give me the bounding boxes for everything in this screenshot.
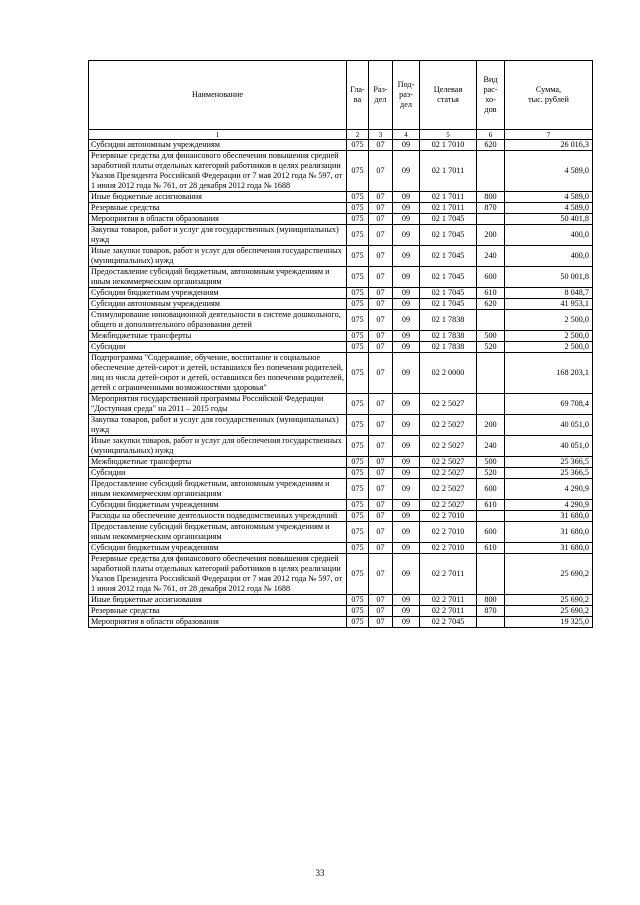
table-row (89, 310, 593, 331)
row-target: 02 1 7011 (420, 192, 477, 203)
row-section: 07 (369, 331, 393, 342)
table-row (89, 554, 593, 595)
row-amount: 25 366,5 (505, 468, 593, 479)
row-amount: 50 401,8 (505, 214, 593, 225)
row-subsection: 09 (393, 595, 420, 606)
table-row (89, 511, 593, 522)
table-row (89, 595, 593, 606)
row-expense-type: 870 (477, 606, 505, 617)
row-section: 07 (369, 500, 393, 511)
row-chapter: 075 (347, 246, 369, 267)
row-expense-type: 240 (477, 436, 505, 457)
row-name: Резервные средства для финансового обеспечения повышения средней заработной платы отдельных категорий работников в целях реализации Указов Президента Российской Федерации от 7 мая 2012 года № 597, от 1 июня 2012 года № 761, от 28 декабря 2012 года № 1688 (89, 151, 347, 192)
header-target: Целевая статья (420, 61, 477, 130)
row-name: Резервные средства (89, 606, 347, 617)
row-name: Субсидии бюджетным учреждениям (89, 288, 347, 299)
row-expense-type: 620 (477, 299, 505, 310)
row-name: Субсидии (89, 468, 347, 479)
row-amount: 25 366,5 (505, 457, 593, 468)
row-amount: 2 500,0 (505, 342, 593, 353)
column-number-row (89, 130, 593, 140)
row-amount: 31 680,0 (505, 511, 593, 522)
row-subsection: 09 (393, 140, 420, 151)
row-amount: 19 325,0 (505, 617, 593, 628)
row-expense-type: 800 (477, 192, 505, 203)
row-amount: 2 500,0 (505, 331, 593, 342)
row-section: 07 (369, 342, 393, 353)
row-name: Предоставление субсидий бюджетным, автономным учреждениям и иным некоммерческим организациям (89, 522, 347, 543)
header-amount: Сумма, тыс. рублей (505, 61, 593, 130)
row-expense-type (477, 214, 505, 225)
row-expense-type: 520 (477, 468, 505, 479)
row-target: 02 2 5027 (420, 436, 477, 457)
table-row (89, 415, 593, 436)
row-amount: 4 290,9 (505, 479, 593, 500)
row-chapter: 075 (347, 436, 369, 457)
row-subsection: 09 (393, 394, 420, 415)
row-target: 02 2 5027 (420, 500, 477, 511)
row-section: 07 (369, 353, 393, 394)
row-target: 02 1 7045 (420, 225, 477, 246)
row-chapter: 075 (347, 606, 369, 617)
row-target: 02 2 5027 (420, 457, 477, 468)
row-chapter: 075 (347, 415, 369, 436)
row-subsection: 09 (393, 479, 420, 500)
row-chapter: 075 (347, 214, 369, 225)
row-subsection: 09 (393, 342, 420, 353)
row-section: 07 (369, 394, 393, 415)
row-target: 02 1 7011 (420, 151, 477, 192)
row-chapter: 075 (347, 479, 369, 500)
column-number: 3 (369, 130, 393, 140)
row-expense-type: 200 (477, 225, 505, 246)
row-expense-type: 620 (477, 140, 505, 151)
row-chapter: 075 (347, 225, 369, 246)
row-chapter: 075 (347, 310, 369, 331)
row-name: Иные закупки товаров, работ и услуг для обеспечения государственных (муниципальных) нужд (89, 436, 347, 457)
table-row (89, 151, 593, 192)
table-row (89, 436, 593, 457)
row-target: 02 1 7045 (420, 214, 477, 225)
row-subsection: 09 (393, 331, 420, 342)
row-subsection: 09 (393, 554, 420, 595)
table-row (89, 192, 593, 203)
row-target: 02 1 7838 (420, 331, 477, 342)
row-target: 02 1 7838 (420, 342, 477, 353)
row-subsection: 09 (393, 267, 420, 288)
row-section: 07 (369, 436, 393, 457)
row-subsection: 09 (393, 246, 420, 267)
table-row (89, 140, 593, 151)
row-amount: 41 953,1 (505, 299, 593, 310)
row-section: 07 (369, 225, 393, 246)
header-subsection: Под- раз- дел (393, 61, 420, 130)
row-amount: 168 203,1 (505, 353, 593, 394)
row-amount: 8 048,7 (505, 288, 593, 299)
row-chapter: 075 (347, 267, 369, 288)
row-expense-type: 610 (477, 500, 505, 511)
row-section: 07 (369, 140, 393, 151)
column-number: 1 (89, 130, 347, 140)
header-expense-type: Вид рас- хо- дов (477, 61, 505, 130)
row-expense-type: 500 (477, 331, 505, 342)
row-chapter: 075 (347, 511, 369, 522)
table-row (89, 331, 593, 342)
row-subsection: 09 (393, 617, 420, 628)
table-row (89, 543, 593, 554)
row-expense-type: 600 (477, 522, 505, 543)
row-target: 02 1 7011 (420, 203, 477, 214)
row-expense-type: 800 (477, 595, 505, 606)
row-chapter: 075 (347, 203, 369, 214)
row-name: Межбюджетные трансферты (89, 331, 347, 342)
row-target: 02 2 7010 (420, 543, 477, 554)
row-subsection: 09 (393, 299, 420, 310)
row-name: Субсидии бюджетным учреждениям (89, 543, 347, 554)
row-target: 02 1 7045 (420, 299, 477, 310)
row-target: 02 1 7045 (420, 288, 477, 299)
row-name: Мероприятия государственной программы Российской Федерации "Доступная среда" на 2011 – 2015 годы (89, 394, 347, 415)
row-expense-type: 600 (477, 479, 505, 500)
row-chapter: 075 (347, 331, 369, 342)
row-expense-type (477, 554, 505, 595)
row-name: Закупка товаров, работ и услуг для государственных (муниципальных) нужд (89, 415, 347, 436)
row-amount: 31 680,0 (505, 522, 593, 543)
row-amount: 400,0 (505, 225, 593, 246)
row-chapter: 075 (347, 192, 369, 203)
row-name: Подпрограмма "Содержание, обучение, воспитание и социальное обеспечение детей-сирот и детей, оставшихся без попечения родителей, лиц из числа детей-сирот и детей, оставшихся без попечения родителей, детей с ограниченными возможностями здоровья" (89, 353, 347, 394)
row-subsection: 09 (393, 288, 420, 299)
row-target: 02 2 5027 (420, 415, 477, 436)
table-row (89, 246, 593, 267)
row-chapter: 075 (347, 554, 369, 595)
row-subsection: 09 (393, 468, 420, 479)
row-section: 07 (369, 522, 393, 543)
row-name: Субсидии бюджетным учреждениям (89, 500, 347, 511)
row-subsection: 09 (393, 543, 420, 554)
row-section: 07 (369, 214, 393, 225)
row-amount: 25 690,2 (505, 595, 593, 606)
row-section: 07 (369, 511, 393, 522)
table-row (89, 353, 593, 394)
row-name: Межбюджетные трансферты (89, 457, 347, 468)
table-row (89, 214, 593, 225)
row-expense-type (477, 511, 505, 522)
row-chapter: 075 (347, 342, 369, 353)
row-expense-type: 500 (477, 457, 505, 468)
row-subsection: 09 (393, 203, 420, 214)
row-target: 02 1 7045 (420, 246, 477, 267)
table-row (89, 203, 593, 214)
row-chapter: 075 (347, 543, 369, 554)
row-name: Резервные средства (89, 203, 347, 214)
column-number: 6 (477, 130, 505, 140)
table-row (89, 288, 593, 299)
row-target: 02 2 7011 (420, 595, 477, 606)
row-name: Иные бюджетные ассигнования (89, 192, 347, 203)
row-subsection: 09 (393, 225, 420, 246)
row-subsection: 09 (393, 436, 420, 457)
row-amount: 25 690,2 (505, 606, 593, 617)
row-chapter: 075 (347, 457, 369, 468)
row-name: Закупка товаров, работ и услуг для государственных (муниципальных) нужд (89, 225, 347, 246)
row-expense-type: 240 (477, 246, 505, 267)
row-chapter: 075 (347, 522, 369, 543)
row-expense-type (477, 151, 505, 192)
row-name: Мероприятия в области образования (89, 214, 347, 225)
row-subsection: 09 (393, 353, 420, 394)
row-target: 02 2 5027 (420, 479, 477, 500)
row-amount: 25 690,2 (505, 554, 593, 595)
table-row (89, 500, 593, 511)
row-amount: 26 016,3 (505, 140, 593, 151)
row-target: 02 1 7010 (420, 140, 477, 151)
row-amount: 4 589,0 (505, 203, 593, 214)
row-section: 07 (369, 617, 393, 628)
row-section: 07 (369, 151, 393, 192)
row-target: 02 2 5027 (420, 394, 477, 415)
row-target: 02 2 0000 (420, 353, 477, 394)
row-subsection: 09 (393, 192, 420, 203)
row-chapter: 075 (347, 500, 369, 511)
row-section: 07 (369, 415, 393, 436)
row-amount: 40 051,0 (505, 436, 593, 457)
table-row (89, 225, 593, 246)
row-chapter: 075 (347, 595, 369, 606)
row-subsection: 09 (393, 457, 420, 468)
row-name: Резервные средства для финансового обеспечения повышения средней заработной платы отдельных категорий работников в целях реализации Указов Президента Российской Федерации от 7 мая 2012 года № 597, от 1 июня 2012 года № 761, от 28 декабря 2012 года № 1688 (89, 554, 347, 595)
row-name: Субсидии автономным учреждениям (89, 140, 347, 151)
table-row (89, 606, 593, 617)
row-subsection: 09 (393, 500, 420, 511)
row-section: 07 (369, 203, 393, 214)
column-number: 7 (505, 130, 593, 140)
table-row (89, 267, 593, 288)
row-section: 07 (369, 468, 393, 479)
row-target: 02 1 7838 (420, 310, 477, 331)
table-row (89, 617, 593, 628)
row-subsection: 09 (393, 310, 420, 331)
table-row (89, 299, 593, 310)
row-target: 02 2 7011 (420, 606, 477, 617)
row-name: Предоставление субсидий бюджетным, автономным учреждениям и иным некоммерческим организациям (89, 267, 347, 288)
row-name: Стимулирование инновационной деятельности в системе дошкольного, общего и дополнительного образования детей (89, 310, 347, 331)
row-section: 07 (369, 457, 393, 468)
row-subsection: 09 (393, 151, 420, 192)
row-section: 07 (369, 554, 393, 595)
row-section: 07 (369, 246, 393, 267)
row-chapter: 075 (347, 140, 369, 151)
row-target: 02 2 5027 (420, 468, 477, 479)
header-chapter: Гла- ва (347, 61, 369, 130)
row-target: 02 2 7010 (420, 511, 477, 522)
row-section: 07 (369, 288, 393, 299)
table-row (89, 342, 593, 353)
row-subsection: 09 (393, 606, 420, 617)
row-chapter: 075 (347, 617, 369, 628)
row-name: Иные бюджетные ассигнования (89, 595, 347, 606)
row-subsection: 09 (393, 522, 420, 543)
row-section: 07 (369, 310, 393, 331)
column-number: 5 (420, 130, 477, 140)
row-expense-type (477, 394, 505, 415)
row-subsection: 09 (393, 511, 420, 522)
row-amount: 2 500,0 (505, 310, 593, 331)
row-chapter: 075 (347, 299, 369, 310)
header-section: Раз- дел (369, 61, 393, 130)
row-chapter: 075 (347, 394, 369, 415)
budget-table (88, 60, 593, 628)
row-chapter: 075 (347, 468, 369, 479)
header-name: Наименование (89, 61, 347, 130)
row-expense-type: 610 (477, 288, 505, 299)
row-section: 07 (369, 595, 393, 606)
column-number: 4 (393, 130, 420, 140)
row-target: 02 2 7010 (420, 522, 477, 543)
row-amount: 400,0 (505, 246, 593, 267)
row-target: 02 1 7045 (420, 267, 477, 288)
row-section: 07 (369, 479, 393, 500)
row-target: 02 2 7045 (420, 617, 477, 628)
row-target: 02 2 7011 (420, 554, 477, 595)
row-name: Мероприятия в области образования (89, 617, 347, 628)
row-amount: 40 051,0 (505, 415, 593, 436)
row-amount: 31 680,0 (505, 543, 593, 554)
row-name: Субсидии (89, 342, 347, 353)
row-section: 07 (369, 543, 393, 554)
row-expense-type: 610 (477, 543, 505, 554)
row-expense-type (477, 617, 505, 628)
row-expense-type (477, 353, 505, 394)
row-amount: 69 708,4 (505, 394, 593, 415)
page-number: 33 (315, 868, 325, 878)
row-name: Субсидии автономным учреждениям (89, 299, 347, 310)
row-section: 07 (369, 299, 393, 310)
row-section: 07 (369, 192, 393, 203)
row-chapter: 075 (347, 353, 369, 394)
row-section: 07 (369, 267, 393, 288)
row-expense-type (477, 310, 505, 331)
table-row (89, 479, 593, 500)
row-expense-type: 200 (477, 415, 505, 436)
row-expense-type: 520 (477, 342, 505, 353)
row-chapter: 075 (347, 288, 369, 299)
row-name: Расходы на обеспечение деятельности подведомственных учреждений (89, 511, 347, 522)
header-row (89, 61, 593, 130)
column-number: 2 (347, 130, 369, 140)
row-expense-type: 870 (477, 203, 505, 214)
table-row (89, 394, 593, 415)
table-row (89, 522, 593, 543)
row-amount: 50 001,8 (505, 267, 593, 288)
row-amount: 4 589,0 (505, 192, 593, 203)
row-amount: 4 589,0 (505, 151, 593, 192)
row-section: 07 (369, 606, 393, 617)
row-chapter: 075 (347, 151, 369, 192)
row-expense-type: 600 (477, 267, 505, 288)
table-body (89, 140, 593, 628)
row-subsection: 09 (393, 415, 420, 436)
row-name: Иные закупки товаров, работ и услуг для обеспечения государственных (муниципальных) нужд (89, 246, 347, 267)
table-row (89, 468, 593, 479)
row-name: Предоставление субсидий бюджетным, автономным учреждениям и иным некоммерческим организациям (89, 479, 347, 500)
row-amount: 4 290,9 (505, 500, 593, 511)
row-subsection: 09 (393, 214, 420, 225)
table-row (89, 457, 593, 468)
